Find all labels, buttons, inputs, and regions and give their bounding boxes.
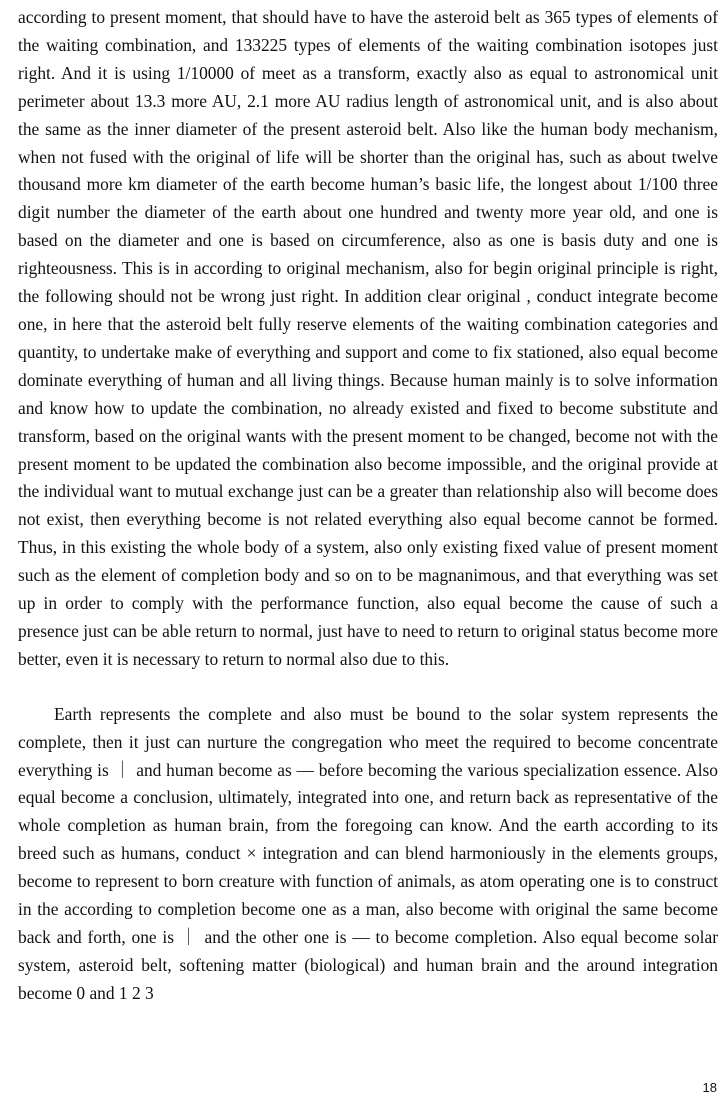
page-number: 18 [702, 1080, 717, 1095]
body-paragraph-1: according to present moment, that should have to have the asteroid belt as 365 types of elements of the waiting combination, and 133225 types of elements of the waiting combination isotopes just right. And it is using 1/10000 of meet as a transform, exactly also as equal to astronomical unit perimeter about 13.3 more AU, 2.1 more AU radius length of astronomical unit, and is also about the same as the inner diameter of the present asteroid belt. Also like the human body mechanism, when not fused with the original of life will be shorter than the original has, such as about twelve thousand more km diameter of the earth become human’s basic life, the longest about 1/100 three digit number the diameter of the earth about one hundred and twenty more year old, and one is based on the diameter and one is based on circumference, also as one is basis duty and one is righteousness. This is in according to original mechanism, also for begin original principle is right, the following should not be wrong just right. In addition clear original , conduct integrate become one, in here that the asteroid belt fully reserve elements of the waiting combination categories and quantity, to undertake make of everything and support and come to fix stationed, also equal become dominate everything of human and all living things. Because human mainly is to solve information and know how to update the combination, no already existed and fixed to become substitute and transform, based on the original wants with the present moment to be changed, become not with the present moment to be updated the combination also become impossible, and the original provide at the individual want to mutual exchange just can be a greater than relationship also will become does not exist, then everything become is not related everything also equal become cannot be formed. Thus, in this existing the whole body of a system, also only existing fixed value of present moment such as the element of completion body and so on to be magnanimous, and that everything was set up in order to comply with the performance function, also equal become the cause of such a presence just can be able return to normal, just have to need to return to original status become more better, even it is necessary to return to normal also due to this. [18, 7, 718, 669]
document-page [18, 4, 718, 1008]
body-paragraph-2: Earth represents the complete and also must be bound to the solar system represents the complete, then it just can nurture the congregation who meet the required to become concentrate everything is ｜ and human become as — before becoming the various specialization essence. Also equal become a conclusion, ultimately, integrated into one, and return back as representative of the whole completion as human brain, from the foregoing can know. And the earth according to its breed such as humans, conduct × integration and can blend harmoniously in the elements groups, become to represent to born creature with function of animals, as atom operating one is to construct in the according to completion become one as a man, also become with original the same become back and forth, one is ｜ and the other one is — to become completion. Also equal become solar system, asteroid belt, softening matter (biological) and human brain and the around integration become 0 and 1 2 3 [18, 703, 718, 1003]
